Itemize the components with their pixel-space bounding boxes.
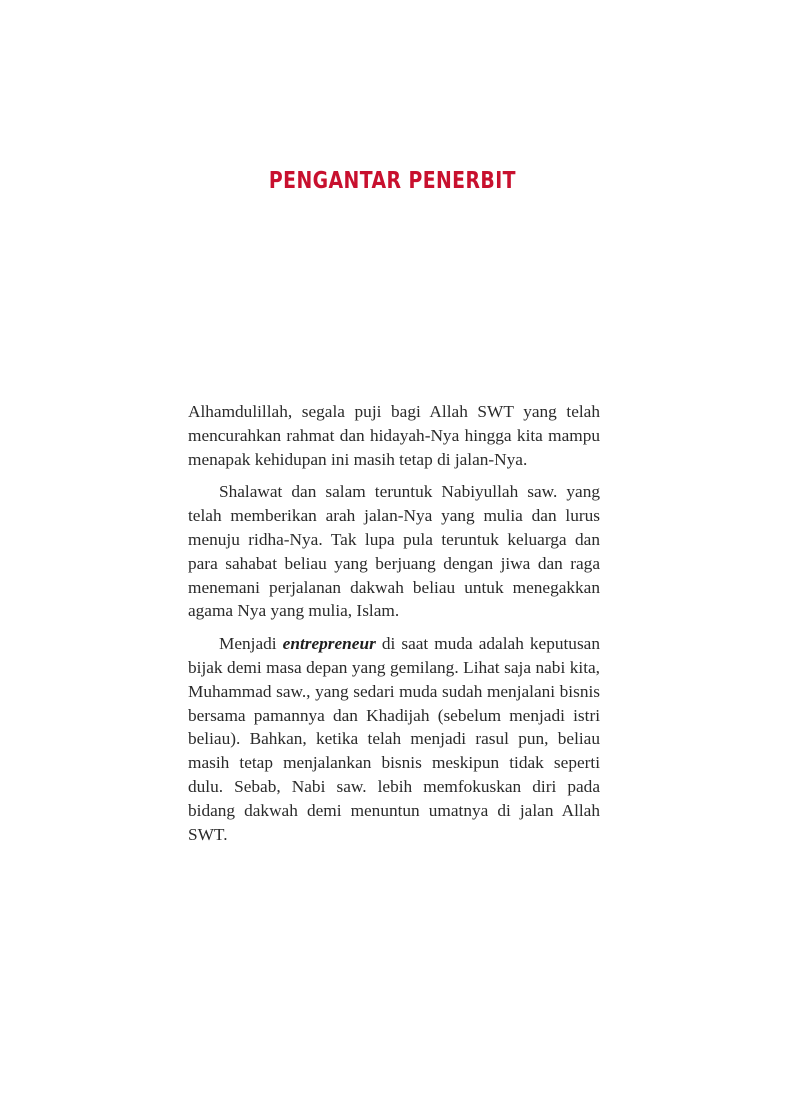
- body-text: [188, 400, 600, 855]
- paragraph-3-lead: Menjadi: [219, 634, 277, 654]
- paragraph-1: Alhamdulillah, segala puji bagi Allah SWT yang telah mencurahkan rahmat dan hidayah-Nya hingga kita mampu menapak kehidupan ini masih tetap di jalan-Nya.: [188, 402, 600, 469]
- page-title: PENGANTAR PENERBIT: [268, 168, 516, 194]
- paragraph-3-rest: di saat muda adalah keputusan bijak demi masa depan yang gemilang. Lihat saja nabi kita, Muhammad saw., yang sedari muda sudah menjalani bisnis bersama pamannya dan Khadijah (sebelum menjadi istri beliau). Bahkan, ketika telah menjadi rasul pun, beliau masih tetap menjalankan bisnis meskipun tidak seperti dulu. Sebab, Nabi saw. lebih memfokuskan diri pada bidang dakwah demi menuntun umatnya di jalan Allah SWT.: [188, 634, 600, 844]
- paragraph-2: Shalawat dan salam teruntuk Nabiyullah saw. yang telah memberikan arah jalan-Nya yang mulia dan lurus menuju ridha-Nya. Tak lupa pula teruntuk keluarga dan para sahabat beliau yang berjuang dengan jiwa dan raga menemani perjalanan dakwah beliau untuk menegakkan agama Nya yang mulia, Islam.: [188, 482, 600, 621]
- paragraph-3: [188, 632, 600, 846]
- emphasis-term: entrepreneur: [282, 634, 376, 654]
